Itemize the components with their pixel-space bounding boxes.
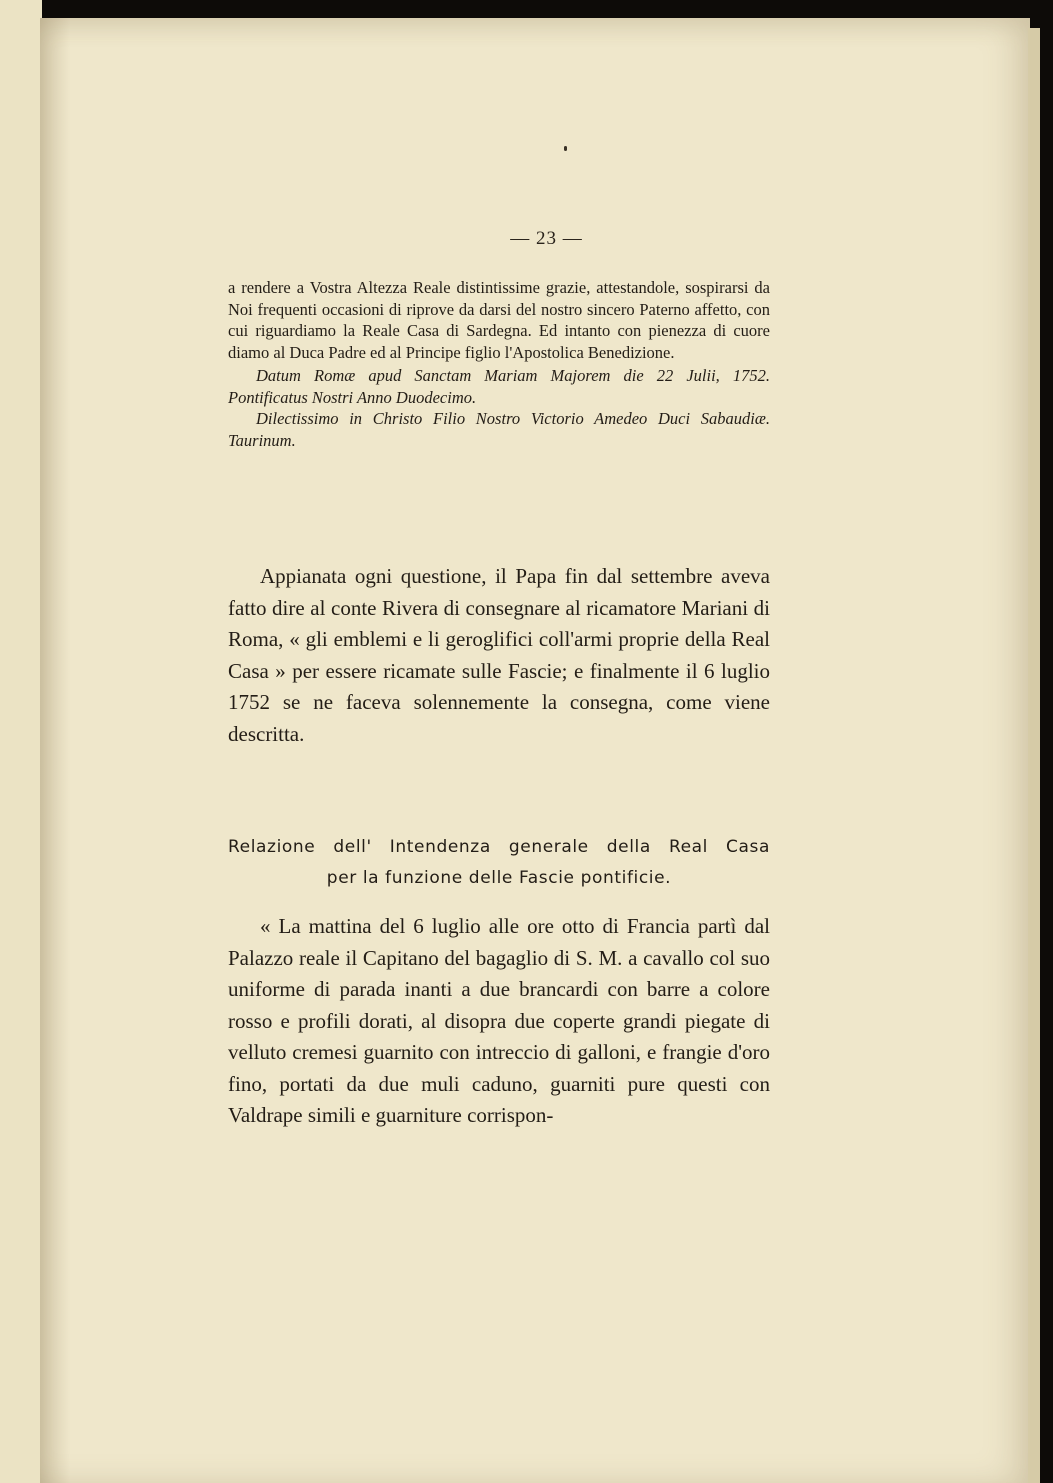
letter-body: a rendere a Vostra Altezza Reale distintissime grazie, attestandole, sospirarsi da Noi frequenti occasioni di riprove da darsi del nostro sincero Paterno affetto, con cui riguardiamo la Reale Casa di Sardegna. Ed intanto con pienezza di cuore diamo al Duca Padre ed al Principe figlio l'Apostolica Benedizione. <box>228 278 770 362</box>
section-heading-line-2: per la funzione delle Fascie pontificie. <box>326 868 672 888</box>
report-text: « La mattina del 6 luglio alle ore otto di Francia partì dal Palazzo reale il Capitano del bagaglio di S. M. a cavallo col suo uniforme di parada inanti a due brancardi con barre a colore rosso e profili dorati, al disopra due coperte grandi piegate di velluto cremesi guarnito con intreccio di galloni, e frangie d'oro fino, portati da due muli caduno, guarniti pure questi con Valdrape simili e guarniture corrispon- <box>228 914 770 1127</box>
narrative-text: Appianata ogni questione, il Papa fin dal settembre aveva fatto dire al conte Rivera di consegnare al ricamatore Mariani di Roma, « gli emblemi e li geroglifici coll'armi proprie della Real Casa » per essere ricamate sulle Fascie; e finalmente il 6 luglio 1752 se ne faceva solennemente la consegna, come viene descritta. <box>228 564 770 746</box>
page-left-edge <box>0 0 42 1483</box>
narrative-paragraph <box>228 561 770 750</box>
papal-letter-ending <box>228 277 770 451</box>
page-number: — 23 — <box>510 228 583 249</box>
section-heading <box>228 832 770 894</box>
ink-speck <box>564 146 567 151</box>
report-paragraph <box>228 911 770 1132</box>
section-heading-line-1: Relazione dell' Intendenza generale della Real Casa <box>228 837 770 857</box>
letter-datum: Datum Romæ apud Sanctam Mariam Majorem die 22 Julii, 1752. Pontificatus Nostri Anno Duodecimo. <box>228 366 770 407</box>
letter-address: Dilectissimo in Christo Filio Nostro Victorio Amedeo Duci Sabaudiæ. Taurinum. <box>228 409 770 450</box>
